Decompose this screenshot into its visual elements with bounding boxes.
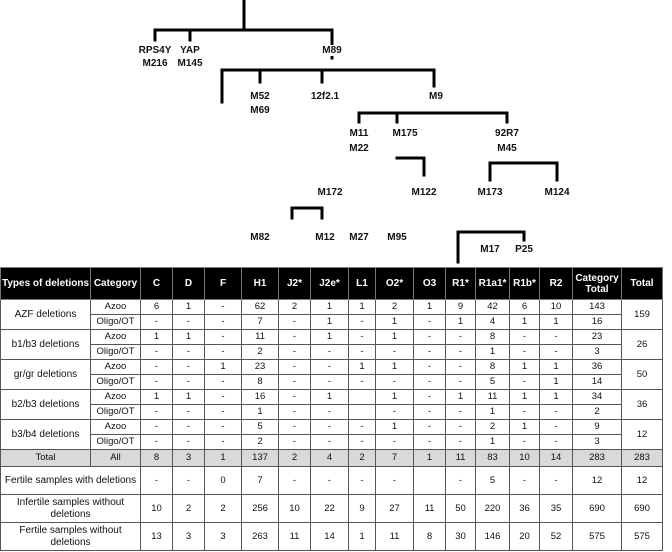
value-cell: - [414, 420, 446, 435]
header-hap: O2* [376, 268, 414, 300]
group-total-cell: 36 [622, 390, 663, 420]
value-cell: 10 [540, 300, 573, 315]
sample-label: Fertile samples without deletions [1, 523, 141, 551]
value-cell: 11 [476, 390, 510, 405]
label-m145: M145 [177, 58, 203, 69]
value-cell: 3 [173, 523, 205, 551]
value-cell: 1 [376, 360, 414, 375]
total-category-total: 283 [573, 450, 622, 467]
value-cell: - [279, 390, 311, 405]
value-cell: - [540, 467, 573, 495]
value-cell: - [349, 420, 376, 435]
value-cell: - [414, 330, 446, 345]
value-cell: - [414, 360, 446, 375]
value-cell: 1 [376, 390, 414, 405]
category-cell: Azoo [91, 300, 141, 315]
category-cell: Oligo/OT [91, 375, 141, 390]
value-cell: - [173, 360, 205, 375]
header-hap: R2 [540, 268, 573, 300]
table-row [1, 405, 663, 420]
value-cell: - [376, 345, 414, 360]
value-cell: 52 [540, 523, 573, 551]
label-m9: M9 [429, 91, 443, 102]
total-value: 8 [141, 450, 173, 467]
value-cell [414, 467, 446, 495]
table-body [1, 300, 663, 551]
header-category-total: Category Total [573, 268, 622, 300]
value-cell: - [279, 375, 311, 390]
header-hap: D [173, 268, 205, 300]
total-grand: 283 [622, 450, 663, 467]
row-total-cell: 575 [622, 523, 663, 551]
value-cell: 30 [446, 523, 476, 551]
label-m175: M175 [392, 128, 418, 139]
category-total-cell: 16 [573, 315, 622, 330]
category-total-cell: 690 [573, 495, 622, 523]
group-total-cell: 12 [622, 420, 663, 450]
header-hap: O3 [414, 268, 446, 300]
total-value: 7 [376, 450, 414, 467]
value-cell: - [141, 405, 173, 420]
value-cell [349, 390, 376, 405]
header-hap: F [205, 268, 242, 300]
category-cell: Azoo [91, 360, 141, 375]
value-cell: 20 [510, 523, 540, 551]
value-cell: - [311, 405, 349, 420]
sample-row [1, 495, 663, 523]
value-cell: - [349, 467, 376, 495]
category-total-cell: 12 [573, 467, 622, 495]
category-total-cell: 575 [573, 523, 622, 551]
value-cell: - [173, 467, 205, 495]
category-cell: Oligo/OT [91, 315, 141, 330]
category-total-cell: 3 [573, 435, 622, 450]
value-cell: 8 [476, 330, 510, 345]
total-value: 3 [173, 450, 205, 467]
category-total-cell: 143 [573, 300, 622, 315]
value-cell: - [510, 405, 540, 420]
value-cell: 11 [279, 523, 311, 551]
value-cell: - [414, 375, 446, 390]
value-cell: - [510, 467, 540, 495]
value-cell: 27 [376, 495, 414, 523]
value-cell: - [205, 435, 242, 450]
label-12f21: 12f2.1 [310, 91, 340, 102]
value-cell: 1 [311, 315, 349, 330]
label-m27: M27 [349, 232, 369, 243]
value-cell: 7 [242, 467, 279, 495]
category-total-cell: 14 [573, 375, 622, 390]
value-cell: - [279, 435, 311, 450]
value-cell: - [349, 345, 376, 360]
total-value: 83 [476, 450, 510, 467]
value-cell: - [279, 405, 311, 420]
category-total-cell: 36 [573, 360, 622, 375]
value-cell: - [141, 375, 173, 390]
total-category: All [91, 450, 141, 467]
header-hap: R1a1* [476, 268, 510, 300]
value-cell: 1 [376, 315, 414, 330]
total-value: 1 [414, 450, 446, 467]
sample-row [1, 523, 663, 551]
category-cell: Oligo/OT [91, 435, 141, 450]
value-cell: 1 [376, 420, 414, 435]
label-m22: M22 [349, 143, 369, 154]
category-total-cell: 2 [573, 405, 622, 420]
value-cell: - [510, 435, 540, 450]
value-cell: 1 [476, 435, 510, 450]
total-row [1, 450, 663, 467]
value-cell: - [173, 375, 205, 390]
value-cell: - [141, 435, 173, 450]
value-cell: 62 [242, 300, 279, 315]
value-cell: 1 [446, 315, 476, 330]
value-cell: 23 [242, 360, 279, 375]
label-rps4y: RPS4Y [138, 45, 172, 56]
table-row [1, 360, 663, 375]
value-cell: - [446, 330, 476, 345]
value-cell: 1 [173, 300, 205, 315]
value-cell: 256 [242, 495, 279, 523]
total-value: 2 [279, 450, 311, 467]
value-cell: 1 [173, 390, 205, 405]
value-cell: 2 [173, 495, 205, 523]
table-row [1, 300, 663, 315]
table-row [1, 345, 663, 360]
value-cell: 1 [311, 330, 349, 345]
value-cell: - [446, 360, 476, 375]
total-value: 10 [510, 450, 540, 467]
value-cell: - [376, 467, 414, 495]
row-total-cell: 690 [622, 495, 663, 523]
value-cell: - [376, 435, 414, 450]
label-m45: M45 [497, 143, 517, 154]
value-cell: - [540, 420, 573, 435]
value-cell: 1 [510, 420, 540, 435]
category-total-cell: 3 [573, 345, 622, 360]
value-cell: 2 [279, 300, 311, 315]
value-cell: 5 [476, 467, 510, 495]
total-value: 4 [311, 450, 349, 467]
category-cell: Azoo [91, 330, 141, 345]
category-total-cell: 9 [573, 420, 622, 435]
table-row [1, 315, 663, 330]
value-cell: - [141, 420, 173, 435]
value-cell: 1 [540, 390, 573, 405]
label-m69: M69 [250, 105, 270, 116]
value-cell: - [540, 405, 573, 420]
value-cell: 263 [242, 523, 279, 551]
value-cell: 2 [242, 345, 279, 360]
value-cell: - [173, 345, 205, 360]
header-hap: J2e* [311, 268, 349, 300]
group-total-cell: 26 [622, 330, 663, 360]
value-cell: 5 [242, 420, 279, 435]
value-cell: 36 [510, 495, 540, 523]
value-cell: - [311, 375, 349, 390]
header-types: Types of deletions [1, 268, 91, 300]
value-cell: - [173, 420, 205, 435]
tree-labels [138, 45, 571, 255]
value-cell: - [279, 345, 311, 360]
value-cell: - [311, 420, 349, 435]
category-cell: Oligo/OT [91, 345, 141, 360]
value-cell: 35 [540, 495, 573, 523]
value-cell: - [414, 405, 446, 420]
value-cell: - [446, 435, 476, 450]
table-row [1, 375, 663, 390]
value-cell: 1 [349, 523, 376, 551]
value-cell: 2 [205, 495, 242, 523]
value-cell: - [540, 435, 573, 450]
value-cell: 8 [242, 375, 279, 390]
value-cell: - [414, 315, 446, 330]
category-cell: Azoo [91, 420, 141, 435]
value-cell: - [376, 405, 414, 420]
total-label: Total [1, 450, 91, 467]
value-cell: 10 [279, 495, 311, 523]
value-cell: 7 [242, 315, 279, 330]
label-m95: M95 [387, 232, 407, 243]
value-cell: 2 [242, 435, 279, 450]
value-cell: 3 [205, 523, 242, 551]
value-cell: 22 [311, 495, 349, 523]
label-92r7: 92R7 [495, 128, 519, 139]
value-cell: 9 [349, 495, 376, 523]
deletion-type: b1/b3 deletions [1, 330, 91, 360]
label-yap: YAP [180, 45, 200, 56]
value-cell: - [173, 435, 205, 450]
value-cell: - [205, 315, 242, 330]
value-cell: - [205, 375, 242, 390]
value-cell: 42 [476, 300, 510, 315]
value-cell: - [349, 315, 376, 330]
value-cell: 1 [141, 390, 173, 405]
value-cell: - [279, 315, 311, 330]
value-cell: - [279, 360, 311, 375]
group-total-cell: 159 [622, 300, 663, 330]
value-cell: - [279, 330, 311, 345]
label-m173: M173 [477, 187, 503, 198]
value-cell: 1 [476, 345, 510, 360]
total-value: 14 [540, 450, 573, 467]
header-hap: J2* [279, 268, 311, 300]
deletion-type: AZF deletions [1, 300, 91, 330]
value-cell: - [279, 467, 311, 495]
value-cell: - [540, 330, 573, 345]
value-cell: 1 [141, 330, 173, 345]
deletion-type: gr/gr deletions [1, 360, 91, 390]
header-hap: H1 [242, 268, 279, 300]
value-cell: - [205, 405, 242, 420]
value-cell: - [540, 345, 573, 360]
value-cell: - [141, 467, 173, 495]
value-cell: 0 [205, 467, 242, 495]
value-cell: - [311, 467, 349, 495]
total-value: 137 [242, 450, 279, 467]
value-cell: - [205, 420, 242, 435]
value-cell: 1 [173, 330, 205, 345]
label-p25: P25 [515, 244, 533, 255]
value-cell: 1 [476, 405, 510, 420]
value-cell: 1 [510, 315, 540, 330]
label-m89: M89 [322, 45, 342, 56]
value-cell: - [141, 345, 173, 360]
value-cell: 1 [540, 375, 573, 390]
table-header-row [1, 268, 663, 300]
header-hap: R1* [446, 268, 476, 300]
haplogroup-tree [0, 0, 672, 267]
sample-row [1, 467, 663, 495]
value-cell: - [414, 345, 446, 360]
label-m11: M11 [349, 128, 369, 139]
value-cell: - [446, 405, 476, 420]
value-cell: 1 [540, 315, 573, 330]
value-cell: - [376, 375, 414, 390]
value-cell: 9 [446, 300, 476, 315]
value-cell: - [205, 390, 242, 405]
value-cell: 1 [349, 300, 376, 315]
category-cell: Oligo/OT [91, 405, 141, 420]
table-row [1, 435, 663, 450]
table-row [1, 330, 663, 345]
label-m52: M52 [250, 91, 270, 102]
value-cell: - [446, 420, 476, 435]
value-cell: 1 [311, 390, 349, 405]
deletion-type: b3/b4 deletions [1, 420, 91, 450]
value-cell: 6 [510, 300, 540, 315]
label-m12: M12 [315, 232, 335, 243]
value-cell: - [311, 435, 349, 450]
label-m122: M122 [411, 187, 437, 198]
value-cell: - [349, 435, 376, 450]
value-cell: - [510, 345, 540, 360]
value-cell: 10 [141, 495, 173, 523]
value-cell: 50 [446, 495, 476, 523]
sample-label: Infertile samples without deletions [1, 495, 141, 523]
row-total-cell: 12 [622, 467, 663, 495]
value-cell: - [205, 345, 242, 360]
header-hap: L1 [349, 268, 376, 300]
value-cell: 11 [242, 330, 279, 345]
value-cell: - [446, 375, 476, 390]
value-cell: 2 [476, 420, 510, 435]
value-cell: 6 [141, 300, 173, 315]
value-cell: 5 [476, 375, 510, 390]
header-category: Category [91, 268, 141, 300]
value-cell: - [414, 390, 446, 405]
label-m124: M124 [544, 187, 570, 198]
value-cell: 146 [476, 523, 510, 551]
value-cell: - [279, 420, 311, 435]
category-total-cell: 23 [573, 330, 622, 345]
header-hap: C [141, 268, 173, 300]
deletion-type: b2/b3 deletions [1, 390, 91, 420]
value-cell: 4 [476, 315, 510, 330]
value-cell: 1 [446, 390, 476, 405]
value-cell: 1 [510, 360, 540, 375]
value-cell: 8 [476, 360, 510, 375]
value-cell: 1 [540, 360, 573, 375]
value-cell: - [205, 330, 242, 345]
value-cell: 1 [242, 405, 279, 420]
table-row [1, 420, 663, 435]
value-cell: 1 [205, 360, 242, 375]
label-m82: M82 [250, 232, 270, 243]
table-row [1, 390, 663, 405]
value-cell: 1 [349, 360, 376, 375]
label-m216: M216 [142, 58, 168, 69]
value-cell: 16 [242, 390, 279, 405]
value-cell: - [141, 360, 173, 375]
value-cell: 8 [414, 523, 446, 551]
value-cell [349, 405, 376, 420]
value-cell: - [349, 330, 376, 345]
value-cell: - [349, 375, 376, 390]
header-total: Total [622, 268, 663, 300]
value-cell: - [141, 315, 173, 330]
value-cell: - [446, 467, 476, 495]
value-cell: 2 [376, 300, 414, 315]
value-cell: 14 [311, 523, 349, 551]
value-cell: - [205, 300, 242, 315]
label-m17: M17 [480, 244, 500, 255]
value-cell: - [311, 345, 349, 360]
value-cell: 1 [414, 300, 446, 315]
group-total-cell: 50 [622, 360, 663, 390]
value-cell: 1 [376, 330, 414, 345]
value-cell: - [414, 435, 446, 450]
total-value: 2 [349, 450, 376, 467]
category-cell: Azoo [91, 390, 141, 405]
value-cell: - [173, 405, 205, 420]
value-cell: 11 [376, 523, 414, 551]
value-cell: 1 [311, 300, 349, 315]
value-cell: - [510, 330, 540, 345]
value-cell: - [173, 315, 205, 330]
deletion-table [0, 267, 663, 551]
header-hap: R1b* [510, 268, 540, 300]
value-cell: - [446, 345, 476, 360]
value-cell: 13 [141, 523, 173, 551]
value-cell: 11 [414, 495, 446, 523]
sample-label: Fertile samples with deletions [1, 467, 141, 495]
category-total-cell: 34 [573, 390, 622, 405]
label-m172: M172 [317, 187, 343, 198]
total-value: 11 [446, 450, 476, 467]
total-value: 1 [205, 450, 242, 467]
value-cell: 1 [510, 390, 540, 405]
value-cell: - [510, 375, 540, 390]
value-cell: - [311, 360, 349, 375]
value-cell: 220 [476, 495, 510, 523]
